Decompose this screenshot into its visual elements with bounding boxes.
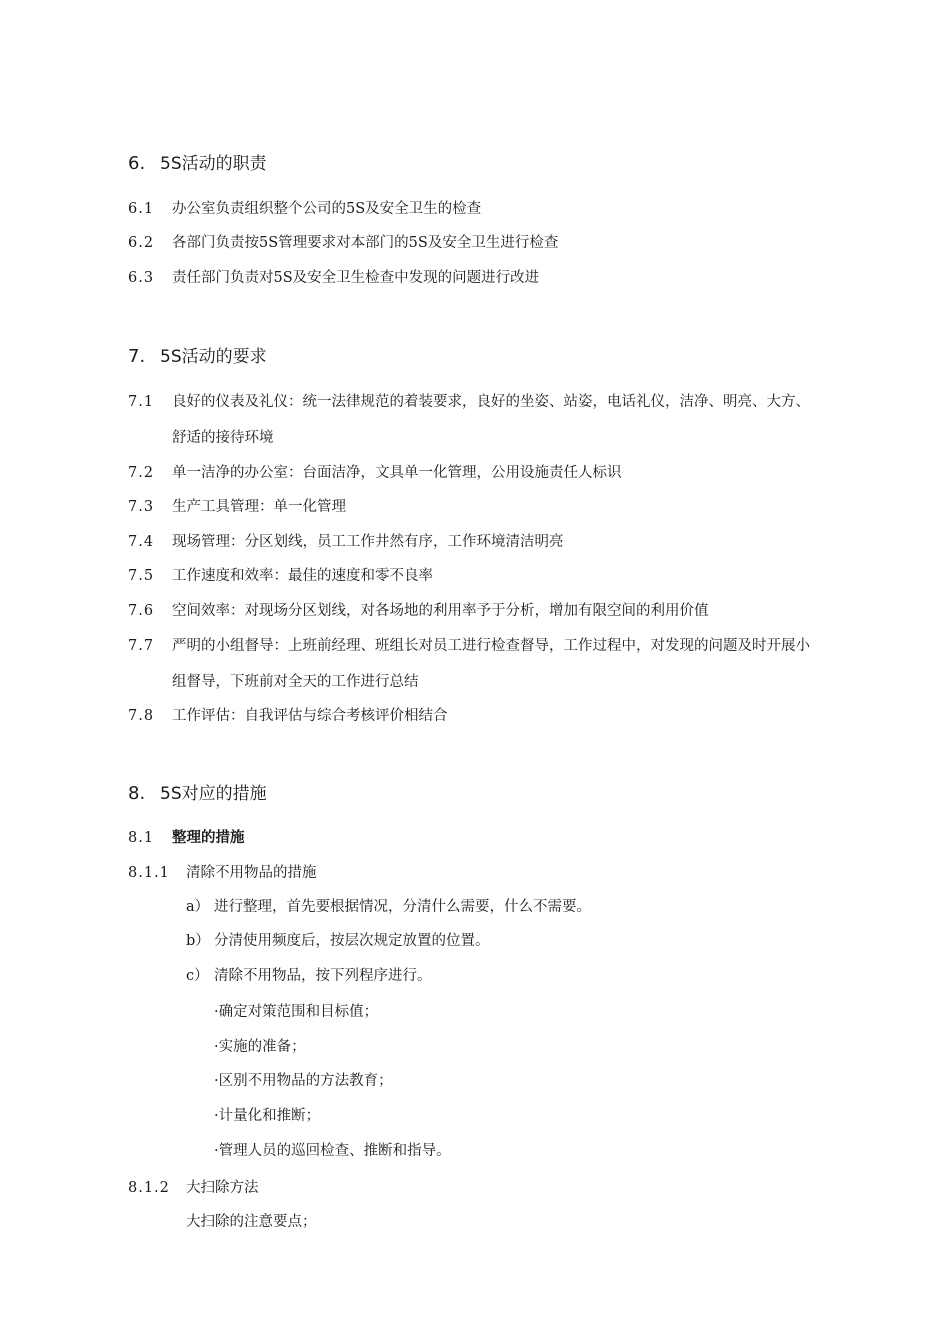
clause-text: 责任部门负责对5S及安全卫生检查中发现的问题进行改进 <box>172 270 540 286</box>
clause-text: 现场管理：分区划线，员工工作井然有序，工作环境清洁明亮 <box>172 534 564 550</box>
clause-8-1-2 <box>128 1178 259 1198</box>
clause-number: 7.6 <box>128 603 155 619</box>
section-number: 8. <box>128 783 146 804</box>
section-title: 5S活动的要求 <box>160 347 267 367</box>
list-label: a） <box>186 899 210 915</box>
section-number: 6. <box>128 153 146 174</box>
clause-number: 6.2 <box>128 235 155 251</box>
clause-8-1 <box>128 828 245 848</box>
clause-text: 单一洁净的办公室：台面洁净，文具单一化管理，公用设施责任人标识 <box>172 465 622 481</box>
clause-number: 8.1.1 <box>128 865 170 881</box>
clause-text: 各部门负责按5S管理要求对本部门的5S及安全卫生进行检查 <box>172 235 559 251</box>
list-text: 进行整理，首先要根据情况，分清什么需要，什么不需要。 <box>214 899 591 915</box>
clause-text: 办公室负责组织整个公司的5S及安全卫生的检查 <box>172 201 482 217</box>
section-6-heading <box>128 149 267 174</box>
clause-7-2 <box>128 463 622 483</box>
clause-7-5 <box>128 566 433 586</box>
clause-7-8 <box>128 706 448 726</box>
clause-7-6 <box>128 601 709 621</box>
clause-6-3 <box>128 268 539 288</box>
clause-number: 7.7 <box>128 638 155 654</box>
list-item-a <box>186 897 591 917</box>
bullet-item: ·实施的准备； <box>214 1039 306 1055</box>
clause-number: 7.2 <box>128 465 155 481</box>
clause-text: 空间效率：对现场分区划线，对各场地的利用率予于分析，增加有限空间的利用价值 <box>172 603 709 619</box>
clause-title: 清除不用物品的措施 <box>186 865 317 881</box>
clause-8-1-2-text: 大扫除的注意要点； <box>186 1214 317 1230</box>
clause-number: 7.4 <box>128 534 155 550</box>
list-label: c） <box>186 968 209 984</box>
clause-title: 整理的措施 <box>172 829 245 846</box>
clause-8-1-1 <box>128 863 317 883</box>
clause-number: 6.3 <box>128 270 155 286</box>
clause-7-4 <box>128 532 564 552</box>
bullet-item: ·计量化和推断； <box>214 1108 321 1124</box>
clause-number: 7.8 <box>128 708 155 724</box>
clause-6-2 <box>128 233 558 253</box>
list-label: b） <box>186 933 210 949</box>
clause-number: 7.5 <box>128 568 155 584</box>
bullet-item: ·确定对策范围和目标值； <box>214 1004 379 1020</box>
clause-number: 6.1 <box>128 201 155 217</box>
clause-number: 7.3 <box>128 499 155 515</box>
clause-7-7 <box>128 636 810 656</box>
clause-text: 生产工具管理：单一化管理 <box>172 499 346 515</box>
section-title: 5S活动的职责 <box>160 154 267 174</box>
section-number: 7. <box>128 346 146 367</box>
clause-text: 工作速度和效率：最佳的速度和零不良率 <box>172 568 433 584</box>
clause-7-1-continued: 舒适的接待环境 <box>172 430 274 446</box>
clause-text: 工作评估：自我评估与综合考核评价相结合 <box>172 708 448 724</box>
clause-number: 8.1.2 <box>128 1180 170 1196</box>
section-7-heading <box>128 342 267 367</box>
clause-title: 大扫除方法 <box>186 1180 259 1196</box>
list-item-b <box>186 931 490 951</box>
clause-number: 8.1 <box>128 830 155 846</box>
clause-7-3 <box>128 497 346 517</box>
section-title: 5S对应的措施 <box>160 784 267 804</box>
list-text: 分清使用频度后，按层次规定放置的位置。 <box>214 933 490 949</box>
bullet-item: ·区别不用物品的方法教育； <box>214 1073 393 1089</box>
clause-text: 严明的小组督导：上班前经理、班组长对员工进行检查督导，工作过程中，对发现的问题及时开展小 <box>172 638 810 654</box>
list-item-c <box>186 966 432 986</box>
section-8-heading <box>128 779 267 804</box>
clause-number: 7.1 <box>128 394 155 410</box>
clause-7-1 <box>128 392 810 412</box>
clause-7-7-continued: 组督导，下班前对全天的工作进行总结 <box>172 674 419 690</box>
clause-text: 良好的仪表及礼仪：统一法律规范的着装要求，良好的坐姿、站姿，电话礼仪，洁净、明亮、大方、 <box>172 394 810 410</box>
list-text: 清除不用物品，按下列程序进行。 <box>214 968 432 984</box>
bullet-item: ·管理人员的巡回检查、推断和指导。 <box>214 1143 451 1159</box>
clause-6-1 <box>128 199 481 219</box>
